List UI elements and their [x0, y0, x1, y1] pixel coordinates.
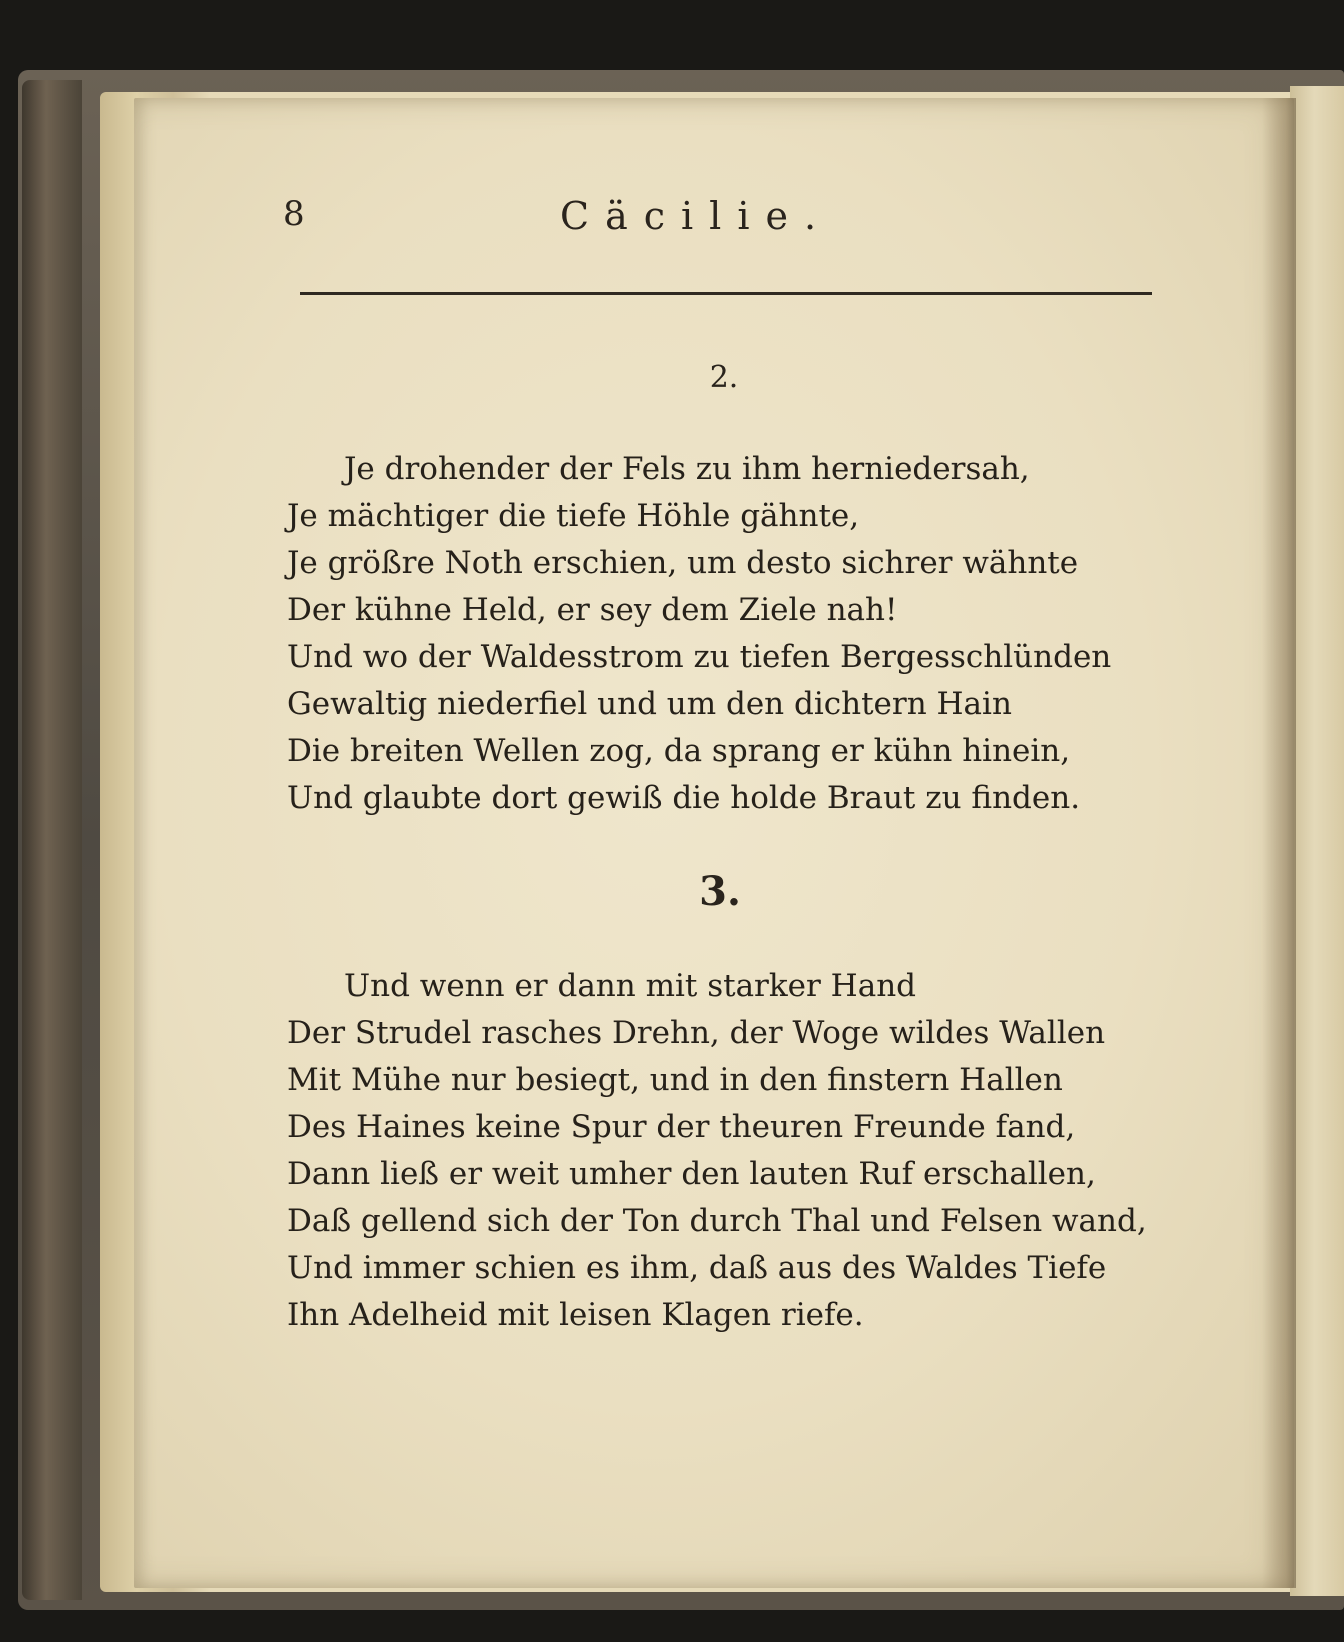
section-number: 2. — [709, 360, 739, 395]
verse-line: Gewaltig niederfiel und um den dichtern Hain — [287, 686, 1012, 722]
section-number: 3. — [699, 868, 741, 915]
verse-line: Der Strudel rasches Drehn, der Woge wildes Wallen — [287, 1015, 1106, 1051]
verse-line: Die breiten Wellen zog, da sprang er kühn hinein, — [287, 733, 1071, 769]
running-title: Cäcilie. — [560, 194, 833, 238]
verse-line: Ihn Adelheid mit leisen Klagen riefe. — [287, 1297, 864, 1333]
verse-line: Dann ließ er weit umher den lauten Ruf erschallen, — [287, 1156, 1096, 1192]
verse-line: Und immer schien es ihm, daß aus des Waldes Tiefe — [287, 1250, 1107, 1286]
verse-line: Je größre Noth erschien, um desto sichrer wähnte — [287, 545, 1079, 581]
verse-line: Mit Mühe nur besiegt, und in den finstern Hallen — [287, 1062, 1063, 1098]
verse-line: Des Haines keine Spur der theuren Freunde fand, — [287, 1109, 1076, 1145]
verse-line: Und wenn er dann mit starker Hand — [344, 968, 917, 1004]
page-number: 8 — [283, 194, 305, 234]
verse-line: Der kühne Held, er sey dem Ziele nah! — [287, 592, 898, 628]
verse-line: Je drohender der Fels zu ihm herniedersah, — [344, 451, 1030, 487]
stanza — [287, 963, 1147, 1339]
gutter-shadow — [1262, 98, 1296, 1588]
facing-page-edge — [1290, 86, 1344, 1596]
verse-line: Je mächtiger die tiefe Höhle gähnte, — [287, 498, 860, 534]
verse-line: Daß gellend sich der Ton durch Thal und Felsen wand, — [287, 1203, 1147, 1239]
header-rule — [300, 292, 1152, 295]
book-page — [134, 98, 1294, 1588]
verse-line: Und glaubte dort gewiß die holde Braut zu finden. — [287, 780, 1081, 816]
stanza — [287, 446, 1111, 822]
book-spine — [22, 80, 82, 1600]
verse-line: Und wo der Waldesstrom zu tiefen Bergesschlünden — [287, 639, 1112, 675]
